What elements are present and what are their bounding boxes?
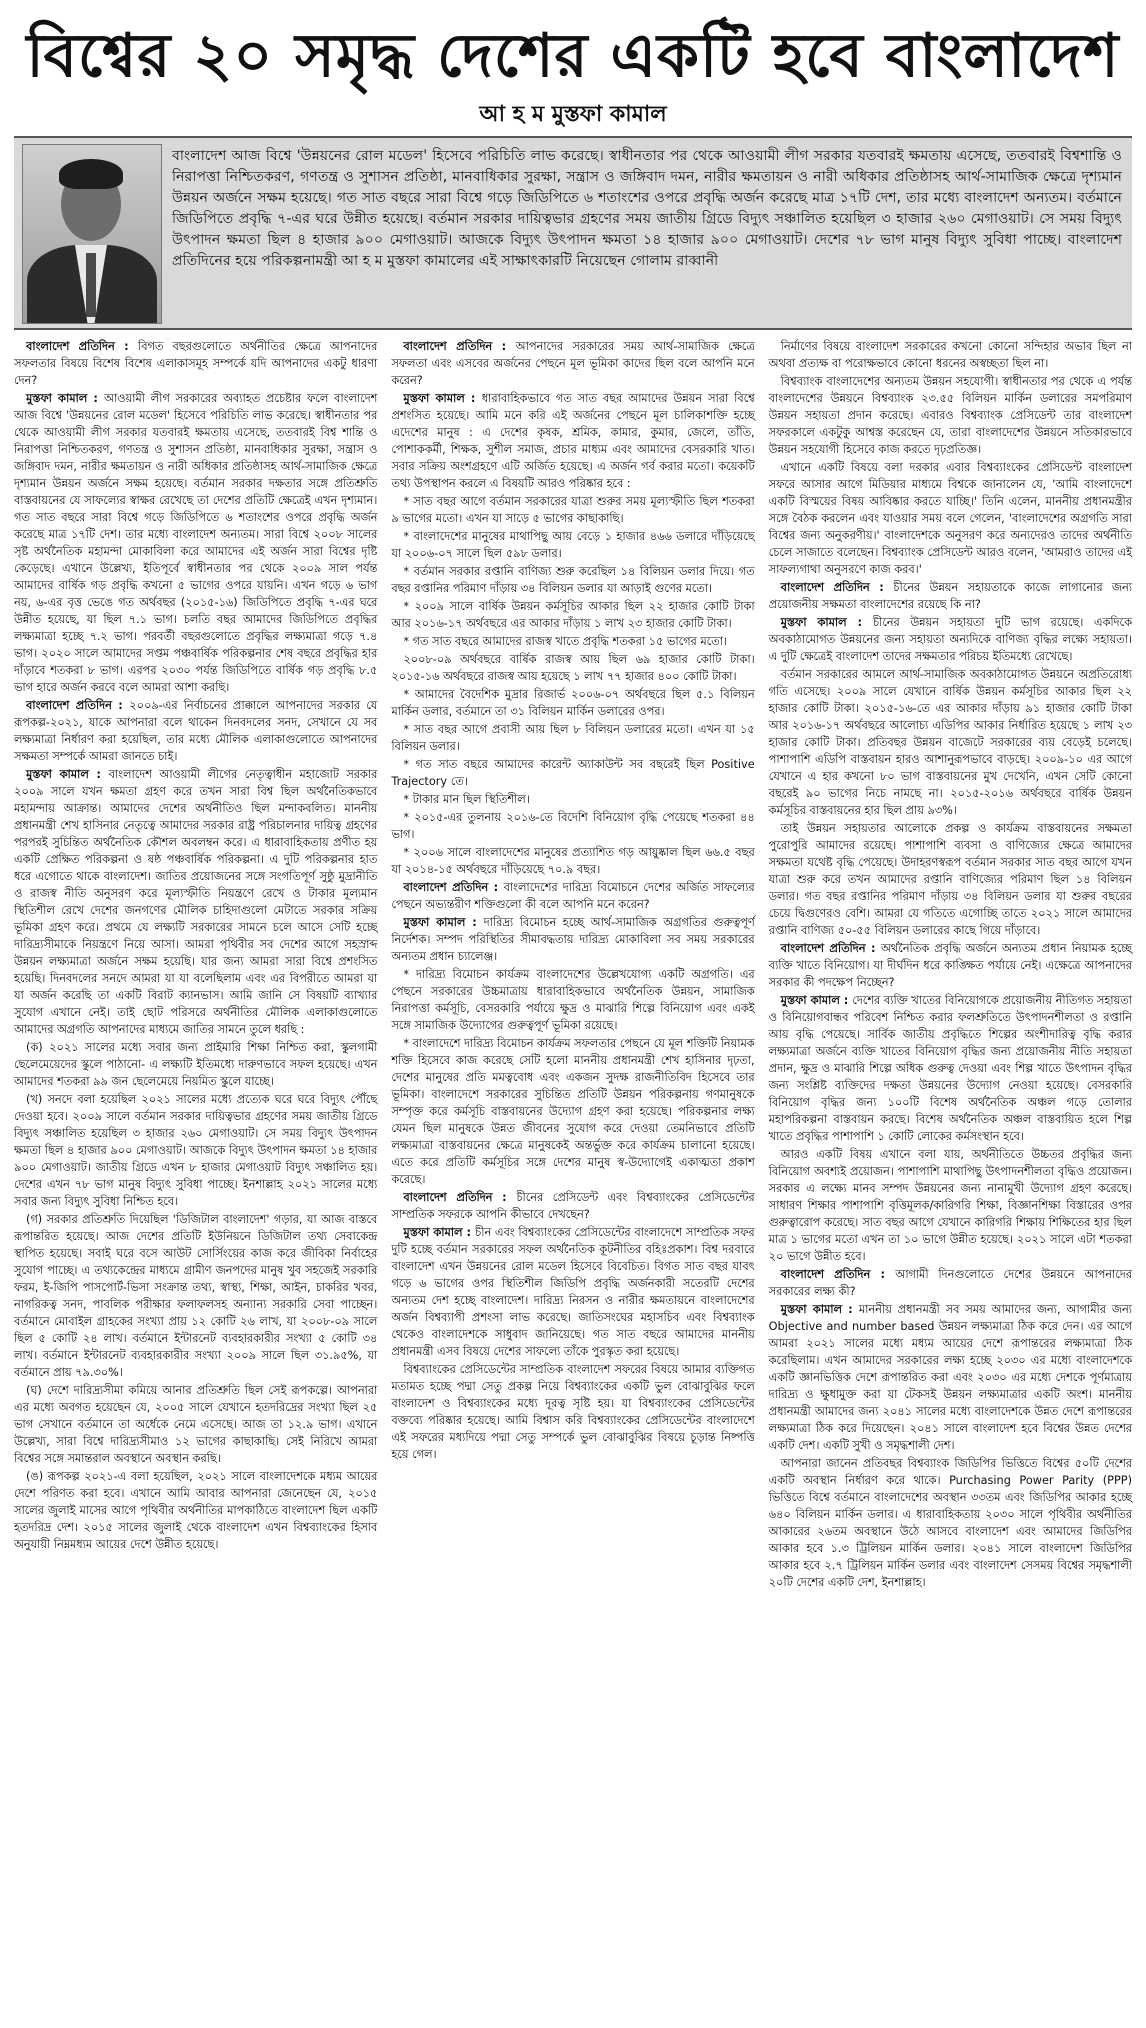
paragraph-text: * বাংলাদেশে দারিদ্র্য বিমোচন কার্যক্রম সফলতার পেছনে যে মূল শক্তিটি নিয়ামক শক্তি হিসেবে কাজ করেছে সেটি হলো মাননীয় প্রধানমন্ত্রী শেখ হাসিনার দৃঢ়তা, দেশের মানুষের প্রতি মমত্ববোধ এবং একজন সুদক্ষ রাজনীতিবিদ হিসেবে তার ভূমিকা। বাংলাদেশে সরকারের সুচিন্তিত প্রতিটি উন্নয়ন পরিকল্পনায় গণমানুষকে সম্পৃক্ত করে কর্মসূচি বাস্তবায়নের উদ্যোগ গ্রহণ করা হয়েছে। পরিকল্পনার লক্ষ্য যেমন ছিল মানুষকে উন্নত জীবনের সুযোগ করে দেওয়া তেমনিভাবে প্রতিটি লক্ষ্যমাত্রা বাস্তবায়নের ক্ষেত্রে মানুষকেই অন্তর্ভুক্ত করে কার্যক্রম চালানো হয়েছে। এতে করে প্রতিটি কর্মসূচির সঙ্গে দেশের মানুষ স্ব-উদ্যোগেই একাত্মতা প্রকাশ করেছে। — [391, 1037, 755, 1186]
article-paragraph — [391, 598, 754, 632]
article-paragraph — [391, 844, 754, 878]
paragraph-text: চীনের উন্নয়ন সহায়তা দুটি ভাগ রয়েছে। একদিকে অবকাঠামোগত উন্নয়নের জন্য সহায়তা অন্যদিকে বাণিজ্য বৃদ্ধির লক্ষ্যে সহায়তা। এ দুটি ক্ষেত্রেই বাংলাদেশ তাদের সক্ষমতার পরিচয় ইতিমধ্যে রেখেছে। — [768, 616, 1132, 663]
article-paragraph — [769, 666, 1132, 819]
article-paragraph — [391, 528, 754, 562]
paragraph-text: চীন এবং বিশ্বব্যাংকের প্রেসিডেন্টের বাংলাদেশে সাম্প্রতিক সফর দুটি হচ্ছে বর্তমান সরকারের সফল অর্থনৈতিক কূটনীতির বহিঃপ্রকাশ। বিশ্ব দরবারে বাংলাদেশ এখন উন্নয়নের রোল মডেল হিসেবে বিবেচিত। বিগত সাত বছর যাবৎ গড়ে ৬ ভাগের ওপর স্থিতিশীল জিডিপি প্রবৃদ্ধি অর্জনকারী সতেরটি দেশের অন্যতম দেশ হচ্ছে বাংলাদেশ। দারিদ্র্য নিরসন ও নারীর ক্ষমতায়নে বাংলাদেশের অর্জন বিশ্বব্যাপী প্রশংসা লাভ করেছে। জাতিসংঘের মহাসচিব এবং বিশ্বব্যাংক থেকেও বাংলাদেশকে সাধুবাদ জানিয়েছে। গত সাত বছরে আমাদের মাননীয় প্রধানমন্ত্রী এসব বিষয়ে দেশের সাফল্যে তাঁকে পুরস্কৃত করা হয়েছে। — [391, 1226, 755, 1358]
speaker-label: মুস্তফা কামাল : — [780, 994, 853, 1007]
paragraph-text: (খ) সনদে বলা হয়েছিল ২০২১ সালের মধ্যে প্রত্যেক ঘরে ঘরে বিদ্যুৎ পৌঁছে দেওয়া হবে। ২০০৯ সালে বর্তমান সরকার দায়িত্বভার গ্রহণের সময় জাতীয় গ্রিডে বিদ্যুৎ সঞ্চালিত হয়েছিল ৩ হাজার ২৬০ মেগাওয়াট। সে সময় বিদ্যুৎ উৎপাদন ক্ষমতা ছিল ৪ হাজার ৯০০ মেগাওয়াট। আজকে বিদ্যুৎ উৎপাদন ক্ষমতা ১৪ হাজার ৯০০ মেগাওয়াট। জাতীয় গ্রিডে এখন ৮ হাজার মেগাওয়াট বিদ্যুৎ সঞ্চালিত হয়। দেশের এখন ৭৮ ভাগ মানুষ বিদ্যুৎ সুবিধা পাচ্ছে। ইনশাল্লাহ ২০২১ সালের মধ্যে সবার জন্য বিদ্যুৎ সুবিধা নিশ্চিত হবে। — [14, 1093, 378, 1208]
article-paragraph — [769, 992, 1132, 1145]
paragraph-text: (ঘ) দেশে দারিদ্র্যসীমা কমিয়ে আনার প্রতিশ্রুতি ছিল সেই রূপকল্পে। আপনারা এর মধ্যে অবগত হয়েছেন যে, ২০০৫ সালে যেখানে হতদরিদ্রের সংখ্যা ছিল ২৫ ভাগ সেখানে বর্তমানে তা অর্ধেকে নেমে এসেছে। আজ তা ১২.৯ ভাগ। এখানে উল্লেখ্য, সারা বিশ্বে দারিদ্র্যসীমাও ১২ ভাগের কাছাকাছি। সেই নিরিখে আমরা বিশ্বের সঙ্গে সমান্তরাল অবস্থানে অবস্থান করছি। — [14, 1384, 378, 1465]
paragraph-text: * সাত বছর আগে প্রবাসী আয় ছিল ৮ বিলিয়ন ডলারের মতো। এখন যা ১৫ বিলিয়ন ডলার। — [391, 723, 755, 753]
speaker-label: বাংলাদেশ প্রতিদিন : — [780, 1268, 896, 1281]
article-paragraph — [391, 756, 754, 790]
article-paragraph — [391, 966, 754, 1034]
article-paragraph — [391, 914, 754, 965]
paragraph-text: ধারাবাহিকভাবে গত সাত বছর আমাদের উন্নয়ন সারা বিশ্বে প্রশংসিত হয়েছে। আমি মনে করি এই অর্জনের পেছনে মূল চালিকাশক্তি হচ্ছে এদেশের মানুষ : এ দেশের কৃষক, শ্রমিক, কামার, কুমার, জেলে, তাঁতি, পোশাককর্মী, শিক্ষক, সুশীল সমাজ, প্রচার মাধ্যম এবং আমাদের বেসরকারি খাত। সবার সক্রিয় অংশগ্রহণে এটি অর্জিত হয়েছে। এ অর্জন গর্ব করার মতো। কয়েকটি তথ্য উপস্থাপন করলে এ বিষয়টি আরও পরিষ্কার হবে : — [391, 392, 755, 490]
article-paragraph — [391, 1224, 754, 1360]
paragraph-text: বর্তমান সরকারের আমলে আর্থ-সামাজিক অবকাঠামোগত উন্নয়নে অপ্রতিরোধ্য গতি এসেছে। ২০০৯ সালে যেখানে বার্ষিক উন্নয়ন কর্মসূচির আকার ছিল ২২ হাজার কোটি টাকা। ২০১৫-১৬-তে এর আকার দাঁড়ায় ৯১ হাজার কোটি টাকা আর ২০১৬-১৭ অর্থবছরে আলোচ্য এডিপির আকার নির্ধারিত হয়েছে ১ লাখ ২৩ হাজার কোটি টাকা। প্রতিবছর উন্নয়ন বাজেটে সরকারের ব্যয় বেড়েই চলেছে। পাশাপাশি এডিপি বাস্তবায়ন হারও আশানুরূপভাবে বাড়ছে। ২০০৯-১০ এর আগে যেখানে এ হার কখনো ৮০ ভাগ বাস্তবায়নের মুখ দেখেনি, এখন সেটি কোনো বছরেই ৯০ ভাগের নিচে নামছে না। ২০১৫-২০১৬ অর্থবছরে বার্ষিক উন্নয়ন কর্মসূচির বাস্তবায়নের হার ছিল প্রায় ৯৩%। — [768, 668, 1132, 817]
author-photo — [22, 144, 162, 324]
article-paragraph — [391, 633, 754, 650]
paragraph-text: * ২০১৫-এর তুলনায় ২০১৬-তে বিদেশি বিনিয়োগ বৃদ্ধি পেয়েছে শতকরা ৪৪ ভাগ। — [391, 811, 755, 841]
speaker-label: বাংলাদেশ প্রতিদিন : — [403, 881, 504, 894]
paragraph-text: * গত সাত বছরে আমাদের রাজস্ব খাতে প্রবৃদ্ধি শতকরা ১৫ ভাগের মতো। — [403, 635, 727, 648]
article-paragraph — [769, 1301, 1132, 1454]
article-paragraph — [391, 809, 754, 843]
paragraph-text: * সাত বছর আগে বর্তমান সরকারের যাত্রা শুরুর সময় মূল্যস্ফীতি ছিল শতকরা ৯ ভাগের মতো। এখন যা সাড়ে ৫ ভাগের কাছাকাছি। — [391, 495, 755, 525]
article-paragraph — [391, 651, 754, 685]
paragraph-text: চীনের প্রেসিডেন্ট এবং বিশ্বব্যাংকের প্রেসিডেন্টের সাম্প্রতিক সফরকে আপনি কীভাবে দেখছেন? — [391, 1191, 755, 1221]
paragraph-text: আপনাদের সরকারের সময় আর্থ-সামাজিক ক্ষেত্রে সফলতা এবং এসবের অর্জনের পেছনে মূল ভূমিকা কাদের ছিল বলে আপনি মনে করেন? — [391, 340, 755, 387]
speaker-label: মুস্তফা কামাল : — [403, 392, 482, 405]
article-paragraph — [391, 686, 754, 720]
article-paragraph — [14, 338, 377, 389]
paragraph-text: আগামী দিনগুলোতে দেশের উন্নয়নে আপনাদের সরকারের লক্ষ্য কী? — [768, 1268, 1132, 1298]
paragraph-text: অর্থনৈতিক প্রবৃদ্ধি অর্জনে অন্যতম প্রধান নিয়ামক হচ্ছে ব্যক্তি খাতে বিনিয়োগ। যা দীর্ঘদিন ধরে কাঙ্ক্ষিত পর্যায়ে নেই। এক্ষেত্রে আপনাদের সরকার কী পদক্ষেপ নিচ্ছেন? — [768, 942, 1132, 989]
paragraph-text: * দারিদ্র্য বিমোচন কার্যক্রম বাংলাদেশের উল্লেখযোগ্য একটি অগ্রগতি। এর পেছনে সরকারের উচ্চমাত্রায় ধারাবাহিকভাবে অর্থনৈতিক উন্নয়ন, সামাজিক নিরাপত্তা কর্মসূচি, বেসরকারি পর্যায়ে ক্ষুদ্র ও মাঝারি শিল্পে বিনিয়োগ এবং একই সঙ্গে সামাজিক উদ্যোগের গুরুত্বপূর্ণ ভূমিকা রয়েছে। — [391, 968, 755, 1032]
speaker-label: বাংলাদেশ প্রতিদিন : — [780, 581, 894, 594]
paragraph-text: (ক) ২০২১ সালের মধ্যে সবার জন্য প্রাইমারি শিক্ষা নিশ্চিত করা, স্কুলগামী ছেলেমেয়েদের স্কুলে পাঠানো- এ লক্ষ্যটি ইতিমধ্যে দারুণভাবে সফল হয়েছে। এখন আমাদের শতকরা ৯৯ জন ছেলেমেয়ে নিয়মিত স্কুলে যাচ্ছে। — [14, 1041, 378, 1088]
article-paragraph — [391, 493, 754, 527]
article-paragraph — [14, 390, 377, 696]
article-paragraph — [14, 1382, 377, 1467]
paragraph-text: বিগত বছরগুলোতে অর্থনীতির ক্ষেত্রে আপনাদের সফলতার বিষয়ে বিশেষ বিশেষ এলাকাসমূহ সম্পর্কে যদি আপনাদের একটু ধারণা দেন? — [14, 340, 378, 387]
paragraph-text: (গ) সরকার প্রতিশ্রুতি দিয়েছিল 'ডিজিটাল বাংলাদেশ' গড়ার, যা আজ বাস্তবে রূপান্তরিত হয়েছে। আজ দেশের প্রতিটি ইউনিয়নে ডিজিটাল তথ্য সেবাকেন্দ্র স্থাপিত হয়েছে। সবাই ঘরে বসে আউট সোর্সিংয়ের কাজ করে জীবিকা নির্বাহের সুযোগ পাচ্ছে। এ তথ্যকেন্দ্রের মাধ্যমে গ্রামীণ জনপদের মানুষ খুব সহজেই সরকারি ফরম, ই-জিপি পাসপোর্ট-ভিসা সংক্রান্ত তথ্য, স্বাস্থ্য, শিক্ষা, আইন, চাকরির খবর, নাগরিকত্ব সনদ, পাবলিক পরীক্ষার ফলাফলসহ অন্যান্য সরকারি সেবা পাচ্ছেন। বর্তমানে মোবাইল গ্রাহকের সংখ্যা প্রায় ১২ কোটি ২৬ লাখ, যা ২০০৮-০৯ সালে ছিল ৫ কোটি ২৪ লাখ। বর্তমানে ইন্টারনেট ব্যবহারকারীর সংখ্যা ৫ কোটি ৩৪ লাখ। বর্তমানে ইন্টারনেট ব্যবহারকারীর সংখ্যা ২০০৯ সালে ছিল ৩১.৯৫%, যা বর্তমানে প্রায় ৭৯.৩০%। — [14, 1213, 378, 1379]
speaker-label: বাংলাদেশ প্রতিদিন : — [403, 1191, 517, 1204]
speaker-label: বাংলাদেশ প্রতিদিন : — [780, 942, 881, 955]
newspaper-page — [0, 18, 1146, 2028]
article-paragraph — [391, 1189, 754, 1223]
paragraph-text: * ২০০৯ সালে বার্ষিক উন্নয়ন কর্মসূচির আকার ছিল ২২ হাজার কোটি টাকা আর ২০১৬-১৭ অর্থবছরে এর আকার দাঁড়ায় ১ লাখ ২৩ হাজার কোটি টাকা। — [391, 600, 755, 630]
paragraph-text: মাননীয় প্রধানমন্ত্রী সব সময় আমাদের জন্য, আগামীর জন্য Objective and number based উন্নয়ন লক্ষ্যমাত্রা ঠিক করে দেন। এর আগে আমরা ২০২১ সালের মধ্যে মধ্যম আয়ের দেশে রূপান্তরের লক্ষ্যমাত্রা ঠিক করেছিলাম। এখন আমাদের সরকারের লক্ষ্য হচ্ছে ২০৩০ এর মধ্যে বাংলাদেশকে একটি জ্ঞানভিত্তিক দেশে রূপান্তরিত করা এবং ২০৩০ এর মধ্যে দেশকে পূর্ণমাত্রায় দারিদ্র্য ও ক্ষুধামুক্ত করা যা টেকসই উন্নয়ন লক্ষ্যমাত্রার একটি অংশ। মাননীয় প্রধানমন্ত্রী আমাদের জন্য ২০৪১ সালের মধ্যে বাংলাদেশকে উন্নত দেশে রূপান্তরের লক্ষ্যমাত্রা ঠিক করে দিয়েছেন। ২০৪১ সালে বাংলাদেশ হবে বিশ্বের উন্নত দেশের একটি দেশ। একটি সুখী ও সমৃদ্ধশালী দেশ। — [768, 1303, 1132, 1452]
paragraph-text: আওয়ামী লীগ সরকারের অব্যাহত প্রচেষ্টার ফলে বাংলাদেশ আজ বিশ্বে 'উন্নয়নের রোল মডেল' হিসেবে পরিচিতি লাভ করেছে। স্বাধীনতার পর থেকে আওয়ামী লীগ সরকার যতবারই ক্ষমতায় এসেছে, ততবারই বিশ্ব শান্তি ও নিরাপত্তা নিশ্চিতকরণ, গণতন্ত্র ও সুশাসন প্রতিষ্ঠা, মানবাধিকার সুরক্ষা, সন্ত্রাস ও জঙ্গিবাদ দমন, নারীর ক্ষমতায়ন ও নারী অধিকার প্রতিষ্ঠাসহ আর্থ-সামাজিক ক্ষেত্রে দৃশ্যমান উন্নয়ন অর্জনে সক্ষম হয়েছে। বর্তমান সরকার দক্ষতার সঙ্গে প্রতিশ্রুতি বাস্তবায়নের যে সাফল্যের স্বাক্ষর রেখেছে তা দেশের প্রতিটি ক্ষেত্রেই এখন দৃশ্যমান। গত সাত বছরে সারা বিশ্বে গড়ে জিডিপিতে ৬ শতাংশের ওপরে প্রবৃদ্ধি অর্জন করেছে মাত্র ১৭টি দেশ। তার মধ্যে বাংলাদেশ অন্যতম। সারা বিশ্বে ২০০৮ সালের সৃষ্ট অর্থনৈতিক মহামন্দা মোকাবিলা করে আমাদের এই অর্জন সারা বিশ্বের দৃষ্টি কেড়েছে। এখানে উল্লেখ্য, ইতিপূর্বে স্বাধীনতার পর থেকে ২০০৯ সাল পর্যন্ত আমাদের বার্ষিক গড় প্রবৃদ্ধি কখনো ৫ ভাগের ওপরে যায়নি। এখন গড়ে ৬ ভাগ নয়, ৬-এর বৃত্ত ভেঙে গত অর্থবছর (২০১৫-১৬) জিডিপিতে প্রবৃদ্ধি ৭-এর ঘরে উন্নীত হয়েছে, যা ছিল ৭.১ ভাগ। চলতি বছর আমাদের জিডিপিতে প্রবৃদ্ধির লক্ষ্যমাত্রা হচ্ছে ৭.২ ভাগ। পরবর্তী বছরগুলোতে প্রবৃদ্ধির লক্ষ্যমাত্রা গড়ে ৭.৪ ভাগ। ২০২০ সালে আমাদের সপ্তম পঞ্চবার্ষিক পরিকল্পনার শেষ বছরে প্রবৃদ্ধির হার দাঁড়াবে শতকরা ৮ ভাগ। এরপর ২০৩০ পর্যন্ত জিডিপিতে বার্ষিক গড় প্রবৃদ্ধি ৮.৫ ভাগ হারে অর্জন করবে বলে আমরা আশা করছি। — [14, 392, 378, 694]
paragraph-text: * আমাদের বৈদেশিক মুদ্রার রিজার্ভ ২০০৬-০৭ অর্থবছরে ছিল ৫.১ বিলিয়ন মার্কিন ডলার, বর্তমানে তা ৩১ বিলিয়ন মার্কিন ডলারের ওপর। — [391, 688, 755, 718]
article-paragraph — [769, 1146, 1132, 1265]
paragraph-text: এখানে একটি বিষয়ে বলা দরকার এবার বিশ্বব্যাংকের প্রেসিডেন্ট বাংলাদেশ সফরে আসার আগে মিডিয়ার মাধ্যমে বিশ্বকে জানালেন যে, 'আমি বাংলাদেশে একটি বিস্ময়ের বিষয় আবিষ্কার করতে যাচ্ছি।' তিনি এলেন, মাননীয় প্রধানমন্ত্রীর সঙ্গে বৈঠক করলেন এবং যাওয়ার সময় বলে গেলেন, 'বাংলাদেশের অগ্রগতি সারা বিশ্বের জন্য অনুকরণীয়।' বাংলাদেশকে অনুসরণ করে অন্যদেরও তাদের অর্থনীতি চেলে সাজাতে বলেছেন। বিশ্বব্যাংক প্রেসিডেন্ট আরও বলেন, 'আমরাও তাদের এই সাফল্যগাথা অনুসরণে কাজ করব।' — [768, 461, 1132, 576]
paragraph-text: দেশের ব্যক্তি খাতের বিনিয়োগকে প্রয়োজনীয় নীতিগত সহায়তা ও বিনিয়োগবান্ধব পরিবেশ নিশ্চিত করার ফলশ্রুতিতে উৎপাদনশীলতা ও রপ্তানি আয় বৃদ্ধি পেয়েছে। সার্বিক জাতীয় প্রবৃদ্ধিতে শিল্পের অংশীদারিত্ব বৃদ্ধি করার লক্ষ্যমাত্রা অর্জনে ব্যক্তি খাতের বিনিয়োগ বৃদ্ধির জন্য প্রয়োজনীয় নীতি সহায়তা প্রদান, ক্ষুদ্র ও মাঝারি শিল্পে অধিক গুরুত্ব দেওয়া এবং শিল্প খাতে উৎপাদন বৃদ্ধির জন্য সংশ্লিষ্ট ব্যক্তিদের দক্ষতা উন্নয়নের উদ্যোগ নেওয়া হয়েছে। বেসরকারি বিনিয়োগ বৃদ্ধির জন্য ১০০টি বিশেষ অর্থনৈতিক অঞ্চল গড়ে তোলার মহাপরিকল্পনা বাস্তবায়ন করছে। বিশেষ অর্থনৈতিক অঞ্চল বাস্তবায়িত হলে শিল্প খাতে প্রবৃদ্ধির পাশাপাশি ১ কোটি লোকের কর্মসংস্থান হবে। — [768, 994, 1132, 1143]
byline: আ হ ম মুস্তফা কামাল — [479, 102, 667, 127]
article-paragraph — [391, 563, 754, 597]
paragraph-text: ২০০৮-০৯ অর্থবছরে বার্ষিক রাজস্ব আয় ছিল ৬৯ হাজার কোটি টাকা। ২০১৫-১৬ অর্থবছরে রাজস্ব আয় হয়েছে ১ লাখ ৭৭ হাজার ৪০০ কোটি টাকা। — [391, 653, 755, 683]
article-body — [14, 338, 1132, 1592]
article-paragraph — [391, 1361, 754, 1463]
paragraph-text: বাংলাদেশের দারিদ্র্য বিমোচনে দেশের অর্জিত সাফল্যের পেছনে অভ্যন্তরীণ শক্তিগুলো কী বলে আপনি মনে করেন? — [391, 881, 755, 911]
article-paragraph — [769, 459, 1132, 578]
article-paragraph — [769, 338, 1132, 372]
paragraph-text: আরও একটি বিষয় এখানে বলা যায়, অর্থনীতিতে উচ্চতর প্রবৃদ্ধির জন্য বিনিয়োগ অবশ্যই প্রয়োজন। পাশাপাশি মাথাপিছু উৎপাদনশীলতা বৃদ্ধিও প্রয়োজন। সরকার এ লক্ষ্যে মানব সম্পদ উন্নয়নের জন্য নানামুখী উদ্যোগ গ্রহণ করেছে। সাধারণ শিক্ষার পাশাপাশি বৃত্তিমূলক/কারিগরি শিক্ষা, বিজ্ঞানশিক্ষা বিস্তারের ওপর গুরুত্বারোপ করেছে। সাত বছর আগে যেখানে কারিগরি শিক্ষায় শিক্ষিতের হার ছিল মাত্র ১ ভাগের মতো এখন তা ১০ ভাগে উন্নীত হয়েছে। ২০২১ সালে এটা শতকরা ২০ ভাগে উন্নীত হবে। — [768, 1148, 1132, 1263]
paragraph-text: দারিদ্র্য বিমোচন হচ্ছে আর্থ-সামাজিক অগ্রগতির গুরুত্বপূর্ণ নির্দেশক। সম্পদ পরিস্থিতির সীমাবদ্ধতায় দারিদ্র্য মোকাবিলা সব সময় সরকারের অন্যতম প্রধান চ্যালেঞ্জ। — [391, 916, 755, 963]
paragraph-text: * বর্তমান সরকার রপ্তানি বাণিজ্য শুরু করেছিল ১৪ বিলিয়ন ডলার দিয়ে। গত বছর রপ্তানির পরিমাণ দাঁড়ায় ৩৪ বিলিয়ন ডলার যা আড়াই গুণের মতো। — [391, 565, 755, 595]
paragraph-text: বিশ্বব্যাংকের প্রেসিডেন্টের সাম্প্রতিক বাংলাদেশ সফরের বিষয়ে আমার ব্যক্তিগত মতামত হচ্ছে পদ্মা সেতু প্রকল্প নিয়ে বিশ্বব্যাংকের একটি ভুল বোঝাবুঝির ফলে বাংলাদেশ ও বিশ্বব্যাংকের মধ্যে দূরত্ব সৃষ্টি হয়। যা বিশ্বব্যাংকের প্রেসিডেন্টের বক্তব্যে পরিষ্কার হয়েছে। আমি বিশ্বাস করি বিশ্বব্যাংকের প্রেসিডেন্টের বাংলাদেশে এই সফরের মধ্যদিয়ে পদ্মা সেতু সম্পর্কে ভুল বোঝাবুঝির বিষয়ে চূড়ান্ত নিষ্পত্তি হয়ে গেল। — [391, 1363, 755, 1461]
article-paragraph — [14, 1211, 377, 1381]
article-paragraph — [391, 390, 754, 492]
article-paragraph — [769, 1455, 1132, 1591]
article-paragraph — [391, 721, 754, 755]
paragraph-text: চীনের উন্নয়ন সহায়তাকে কাজে লাগানোর জন্য প্রয়োজনীয় সক্ষমতা বাংলাদেশের রয়েছে কি না? — [768, 581, 1132, 611]
speaker-label: মুস্তফা কামাল : — [26, 768, 109, 781]
speaker-label: বাংলাদেশ প্রতিদিন : — [403, 340, 516, 353]
article-paragraph — [769, 940, 1132, 991]
article-paragraph — [769, 614, 1132, 665]
speaker-label: মুস্তফা কামাল : — [403, 916, 484, 929]
article-paragraph — [391, 879, 754, 913]
article-paragraph — [769, 820, 1132, 939]
paragraph-text: * বাংলাদেশের মানুষের মাথাপিছু আয় বেড়ে ১ হাজার ৪৬৬ ডলারে দাঁড়িয়েছে যা ২০০৬-০৭ সালে ছিল ৫৯৮ ডলার। — [391, 530, 755, 560]
article-paragraph — [14, 697, 377, 765]
paragraph-text: নির্মাণের বিষয়ে বাংলাদেশ সরকারের কখনো কোনো সন্দিহার অভাব ছিল না অথবা প্রত্যক্ষ বা পরোক্ষভাবে কোনো ধরনের অস্বচ্ছতা ছিল না। — [768, 340, 1132, 370]
article-paragraph — [14, 1468, 377, 1553]
article-paragraph — [14, 766, 377, 1038]
article-paragraph — [769, 1266, 1132, 1300]
intro-text: বাংলাদেশ আজ বিশ্বে 'উন্নয়নের রোল মডেল' হিসেবে পরিচিতি লাভ করেছে। স্বাধীনতার পর থেকে আওয়ামী লীগ সরকার যতবারই ক্ষমতায় এসেছে, ততবারই বিশ্বশান্তি ও নিরাপত্তা নিশ্চিতকরণ, গণতন্ত্র ও সুশাসন প্রতিষ্ঠা, মানবাধিকার সুরক্ষা, সন্ত্রাস ও জঙ্গিবাদ দমন, নারীর ক্ষমতায়ন ও নারী অধিকার প্রতিষ্ঠাসহ আর্থ-সামাজিক ক্ষেত্রে দৃশ্যমান উন্নয়ন অর্জনে সক্ষম হয়েছে। গত সাত বছরে সারা বিশ্বে গড়ে জিডিপিতে ৬ শতাংশের ওপরে প্রবৃদ্ধি অর্জন করেছে মাত্র ১৭টি দেশ, তার মধ্যে বাংলাদেশ অন্যতম। বর্তমানে জিডিপিতে প্রবৃদ্ধি ৭-এর ঘরে উন্নীত হয়েছে। বর্তমান সরকার দায়িত্বভার গ্রহণের সময় জাতীয় গ্রিডে বিদ্যুৎ সঞ্চালিত হয়েছিল ৩ হাজার ২৬০ মেগাওয়াট। সে সময় বিদ্যুৎ উৎপাদন ক্ষমতা ছিল ৪ হাজার ৯০০ মেগাওয়াট। আজকে বিদ্যুৎ উৎপাদন ক্ষমতা ১৪ হাজার ৯০০ মেগাওয়াট। দেশের ৭৮ ভাগ মানুষ বিদ্যুৎ সুবিধা পাচ্ছে। বাংলাদেশ প্রতিদিনের হয়ে পরিকল্পনামন্ত্রী আ হ ম মুস্তফা কামালের এই সাক্ষাৎকারটি নিয়েছেন গোলাম রাব্বানী — [172, 148, 1122, 269]
paragraph-text: বিশ্বব্যাংক বাংলাদেশের অন্যতম উন্নয়ন সহযোগী। স্বাধীনতার পর থেকে এ পর্যন্ত বাংলাদেশের উন্নয়নে বিশ্বব্যাংক ২৩.৫৫ বিলিয়ন মার্কিন ডলারের সমপরিমাণ উন্নয়ন সহায়তা প্রদান করেছে। এবারও বিশ্বব্যাংক প্রেসিডেন্ট তার বাংলাদেশ সফরকালে একটুকু আশ্বস্ত করেছেন যে, তারা বাংলাদেশের উন্নয়নে সতিকারভাবে উন্নয়ন সহযোগী হিসেবে কাজ করতে দৃঢ়প্রতিজ্ঞ। — [768, 375, 1132, 456]
paragraph-text: তাই উন্নয়ন সহায়তার আলোকে প্রকল্প ও কার্যক্রম বাস্তবায়নের সক্ষমতা পুরোপুরি আমাদের রয়েছে। পাশাপাশি ব্যবসা ও বাণিজ্যের ক্ষেত্রে আমাদের সক্ষমতা যথেষ্ট বৃদ্ধি পেয়েছে। উদাহরণস্বরূপ বর্তমান সরকার সাত বছর আগে যখন যাত্রা শুরু করে তখন আমাদের রপ্তানি বাণিজ্যের পরিমাণ ছিল ১৪ বিলিয়ন ডলার। গত বছর রপ্তানির পরিমাণ দাঁড়ায় ৩৪ বিলিয়ন ডলার যা শুরুর বছরের চেয়ে দ্বিগুণেরও বেশি। আমরা যে গতিতে এগোচ্ছি তাতে ২০২১ সালে আমাদের রপ্তানি বাণিজ্য ৫০-৫৫ বিলিয়ন ডলারের কাছে গিয়ে দাঁড়াবে। — [768, 822, 1132, 937]
intro-box — [14, 136, 1132, 330]
article-column-1 — [14, 338, 377, 1592]
speaker-label: মুস্তফা কামাল : — [780, 1303, 859, 1316]
paragraph-text: বাংলাদেশ আওয়ামী লীগের নেতৃত্বাধীন মহাজোট সরকার ২০০৯ সালে যখন ক্ষমতা গ্রহণ করে তখন সারা বিশ্ব ছিল অর্থনৈতিকভাবে মহামন্দায় আক্রান্ত। আমাদের দেশের অর্থনীতিও ছিল মন্দাকবলিত। মাননীয় প্রধানমন্ত্রী শেখ হাসিনার নেতৃত্বে আমাদের সরকার রাষ্ট্র পরিচালনার দায়িত্ব গ্রহণের পরপরই সুচিন্তিত অর্থনৈতিক কৌশল অবলম্বন করে। এ ধারাবাহিকতায় প্রণীত হয় একটি প্রেক্ষিত পরিকল্পনা ও ষষ্ঠ পঞ্চবার্ষিক পরিকল্পনা। এ দুটি পরিকল্পনার হাত ধরে এগোতে থাকে বাংলাদেশ। জাতির প্রয়োজনের সঙ্গে সংগতিপূর্ণ সুষ্ঠু মুদ্রানীতি ও রাজস্ব নীতি অনুসরণ করে মূল্যস্ফীতি নিয়ন্ত্রণে রেখে ও টাকার মূল্যমান স্থিতিশীল রেখে দেশের জনগণের মৌলিক চাহিদাগুলো মেটাতে সরকার সক্রিয় ভূমিকা গ্রহণ করে। প্রথমে যে লক্ষ্যটি সরকারের সামনে চলে আসে সেটি হচ্ছে দারিদ্র্যসীমাকে নিয়ন্ত্রণে নিয়ে আসা। আমরা পৃথিবীর সব দেশের আগে সহস্রাব্দ উন্নয়ন লক্ষ্যমাত্রা অর্জনে সক্ষম হয়েছি। যার জন্য আমরা সারা বিশ্বে প্রশংসিত হয়েছি। দিনবদলের সনদে আমরা যা যা বলেছিলাম এবং এর বিপরীতে আমরা যা যা অর্জন করেছি তা একটি বিরাট ক্যানভাস। আমি জানি সে বিষয়টি ব্যাখ্যার সুযোগ এখানে নেই। তাই ছোট পরিসরে অর্থনীতির মৌলিক এলাকাগুলোতে আমাদের অগ্রগতি আপনাদের মাধ্যমে জাতির সামনে তুলে ধরছি : — [14, 768, 378, 1036]
paragraph-text: ২০০৯-এর নির্বাচনের প্রাক্কালে আপনাদের সরকার যে রূপকল্প-২০২১, যাকে আপনারা বলে থাকেন দিনবদলের সনদ, সেখানে যে সব লক্ষ্যমাত্রা নির্ধারণ করা হয়েছিল, তার মধ্যে মৌলিক এলাকাগুলোতে আপনাদের সক্ষমতা সম্পর্কে আমরা জানতে চাই। — [14, 699, 378, 763]
paragraph-text: * ২০০৬ সালে বাংলাদেশের মানুষের প্রত্যাশিত গড় আয়ুষ্কাল ছিল ৬৬.৫ বছর যা ২০১৪-১৫ অর্থবছরে দাঁড়িয়েছে ৭০.৯ বছর। — [391, 846, 755, 876]
article-paragraph — [14, 1039, 377, 1090]
article-paragraph — [769, 579, 1132, 613]
paragraph-text: (ঙ) রূপকল্প ২০২১-এ বলা হয়েছিল, ২০২১ সালে বাংলাদেশকে মধ্যম আয়ের দেশে পরিণত করা হবে। এখানে আমি আবার আপনারা জেনেছেন যে, ২০১৫ সালের জুলাই মাসের আগে পৃথিবীর অর্থনীতির মাপকাঠিতে বাংলাদেশ ছিল একটি হতদরিদ্র দেশ। ২০১৫ সালের জুলাই থেকে বাংলাদেশ এখন বিশ্বব্যাংকের হিসাব অনুযায়ী নিম্নমধ্যম আয়ের দেশে উন্নীত হয়েছে। — [14, 1470, 378, 1551]
headline: বিশ্বের ২০ সমৃদ্ধ দেশের একটি হবে বাংলাদেশ — [26, 21, 1120, 91]
speaker-label: বাংলাদেশ প্রতিদিন : — [26, 340, 138, 353]
article-paragraph — [14, 1091, 377, 1210]
speaker-label: মুস্তফা কামাল : — [780, 616, 873, 629]
paragraph-text: * টাকার মান ছিল স্থিতিশীল। — [403, 793, 530, 806]
speaker-label: মুস্তফা কামাল : — [403, 1226, 476, 1239]
article-column-2 — [391, 338, 754, 1592]
article-paragraph — [391, 791, 754, 808]
paragraph-text: * গত সাত বছরে আমাদের কারেন্ট অ্যাকাউন্ট সব বছরেই ছিল Positive Trajectory তে। — [391, 758, 755, 788]
article-paragraph — [769, 373, 1132, 458]
article-paragraph — [391, 338, 754, 389]
article-column-3 — [769, 338, 1132, 1592]
paragraph-text: আপনারা জানেন প্রতিবছর বিশ্বব্যাংক জিডিপির ভিত্তিতে বিশ্বের ৫০টি দেশের একটি অবস্থান নির্ধারণ করে থাকে। Purchasing Power Parity (PPP) ভিত্তিতে বিশ্বে বর্তমানে বাংলাদেশের অবস্থান ৩৩তম এবং জিডিপির আকার হচ্ছে ৬৪০ বিলিয়ন মার্কিন ডলার। এ ধারাবাহিকতায় ২০৩০ সালে পৃথিবীর অর্থনীতির আকারের ২৬তম অবস্থানে উঠে আসবে বাংলাদেশ এবং আমাদের জিডিপির আকার হবে ১.৩ ট্রিলিয়ন মার্কিন ডলার। ২০৪১ সালে বাংলাদেশ জিডিপির আকার হবে ২.৭ ট্রিলিয়ন মার্কিন ডলার এবং বাংলাদেশ সেসময় বিশ্বের সমৃদ্ধশালী ২০টি দেশের একটি দেশ, ইনশাল্লাহ। — [768, 1457, 1132, 1589]
speaker-label: বাংলাদেশ প্রতিদিন : — [26, 699, 130, 712]
article-paragraph — [391, 1035, 754, 1188]
speaker-label: মুস্তফা কামাল : — [26, 392, 104, 405]
